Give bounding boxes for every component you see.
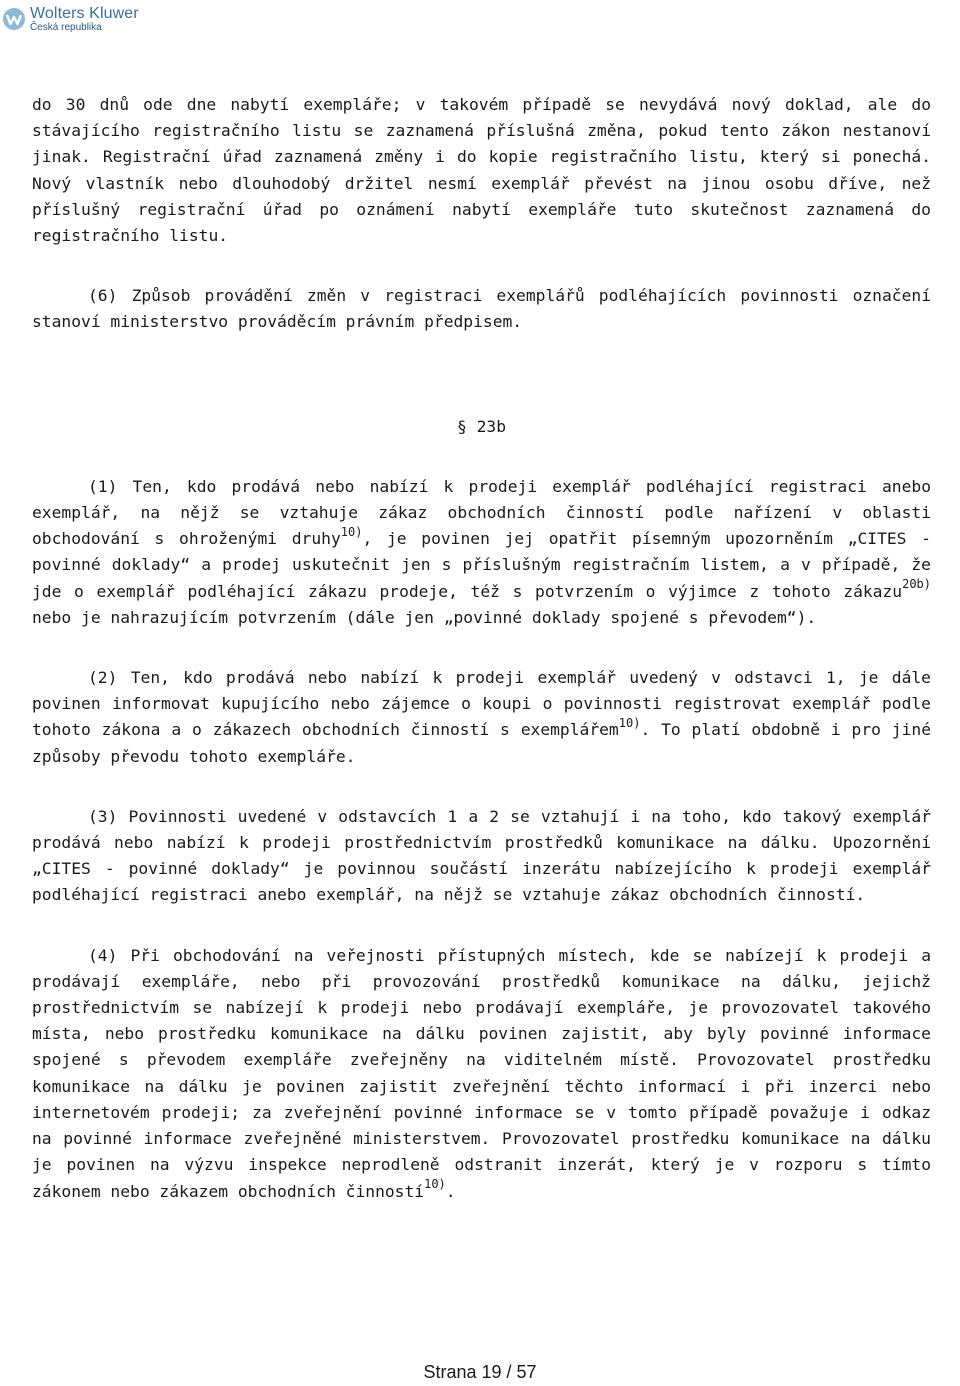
footnote-ref[interactable]: 10) <box>618 716 641 731</box>
logo-subtitle: Česká republika <box>30 21 102 33</box>
publisher-logo <box>2 2 139 36</box>
paragraph-s3: (3) Povinnosti uvedené v odstavcích 1 a 2 se vztahují i na toho, kdo takový exemplář prodává nebo nabízí k prodeji prostřednictvím prostředků komunikace na dálku. Upozornění „CITES - povinné doklady“ je povinnou součástí inzerátu nabízejícího k prodeji exemplář podléhající registraci anebo exemplář, na nějž se vztahuje zákaz obchodních činností. <box>32 806 931 905</box>
paragraph-s1 <box>32 474 931 631</box>
paragraph-continuation: do 30 dnů ode dne nabytí exempláře; v takovém případě se nevydává nový doklad, ale do stávajícího registračního listu se zaznamená příslušná změna, pokud tento zákon nestanoví jinak. Registrační úřad zaznamená změny i do kopie registračního listu, který si ponechá. Nový vlastník nebo dlouhodobý držitel nesmí exemplář převést na jinou osobu dříve, než příslušný registrační úřad po oznámení nabytí exempláře tuto skutečnost zaznamená do registračního listu. <box>32 95 931 246</box>
logo-name: Wolters Kluwer <box>30 4 139 22</box>
paragraph-s1-text-b: , je povinen jej opatřit písemným upozorněním „CITES - povinné doklady“ a prodej uskutečnit jen s příslušným registračním listem, a v případě, že jde o exemplář podléhající zákazu prodeje, též s potvrzením o výjimce z tohoto zákazu <box>32 529 931 601</box>
paragraph-s1-text-a: (1) Ten, kdo prodává nebo nabízí k prodeji exemplář podléhající registraci anebo exemplář, na nějž se vztahuje zákaz obchodních činností podle nařízení v oblasti obchodování s ohroženými druhy <box>32 476 931 549</box>
paragraph-s4-text-a: (4) Při obchodování na veřejnosti přístupných místech, kde se nabízejí k prodeji a prodávají exempláře, nebo při provozování prostředků komunikace na dálku, jejichž prostřednictvím se nabízejí k prodeji nebo prodávají exempláře, je provozovatel takového místa, nebo prostředku komunikace na dálku povinen zajistit, aby byly povinné informace spojené s převodem exempláře zveřejněny na viditelném místě. Provozovatel prostředku komunikace na dálku je povinen zajistit zveřejnění těchto informací i při inzerci nebo internetovém prodeji; za zveřejnění povinné informace se v tomto případě považuje i odkaz na povinné informace zveřejněné ministerstvem. Provozovatel prostředku komunikace na dálku je povinen na výzvu inspekce neprodleně odstranit inzerát, který je v rozporu s tímto zákonem nebo zákazem obchodních činností <box>32 945 931 1201</box>
document-body <box>32 92 931 1205</box>
footnote-ref[interactable]: 20b) <box>902 577 931 592</box>
paragraph-s2-text-a: (2) Ten, kdo prodává nebo nabízí k prodeji exemplář uvedený v odstavci 1, je dále povinen informovat kupujícího nebo zájemce o koupi o povinnosti registrovat exemplář podle tohoto zákona a o zákazech obchodních činností s exemplářem <box>32 668 931 740</box>
paragraph-s4-text-b: . <box>445 1181 456 1201</box>
wolters-kluwer-logo-icon <box>2 7 26 31</box>
paragraph-s2 <box>32 665 931 770</box>
paragraph-s2-text-b: . To platí obdobně i pro jiné způsoby převodu tohoto exempláře. <box>32 720 932 766</box>
paragraph-s1-text-c: nebo je nahrazujícím potvrzením (dále jen „povinné doklady spojené s převodem“). <box>32 607 817 627</box>
paragraph-6: (6) Způsob provádění změn v registraci exemplářů podléhajících povinnosti označení stanoví ministerstvo prováděcím právním předpisem. <box>32 286 931 332</box>
page-number: Strana 19 / 57 <box>423 1362 537 1382</box>
section-heading: § 23b <box>456 416 506 436</box>
footnote-ref[interactable]: 10) <box>424 1177 446 1192</box>
footnote-ref[interactable]: 10) <box>340 524 363 539</box>
paragraph-s4 <box>32 943 931 1205</box>
